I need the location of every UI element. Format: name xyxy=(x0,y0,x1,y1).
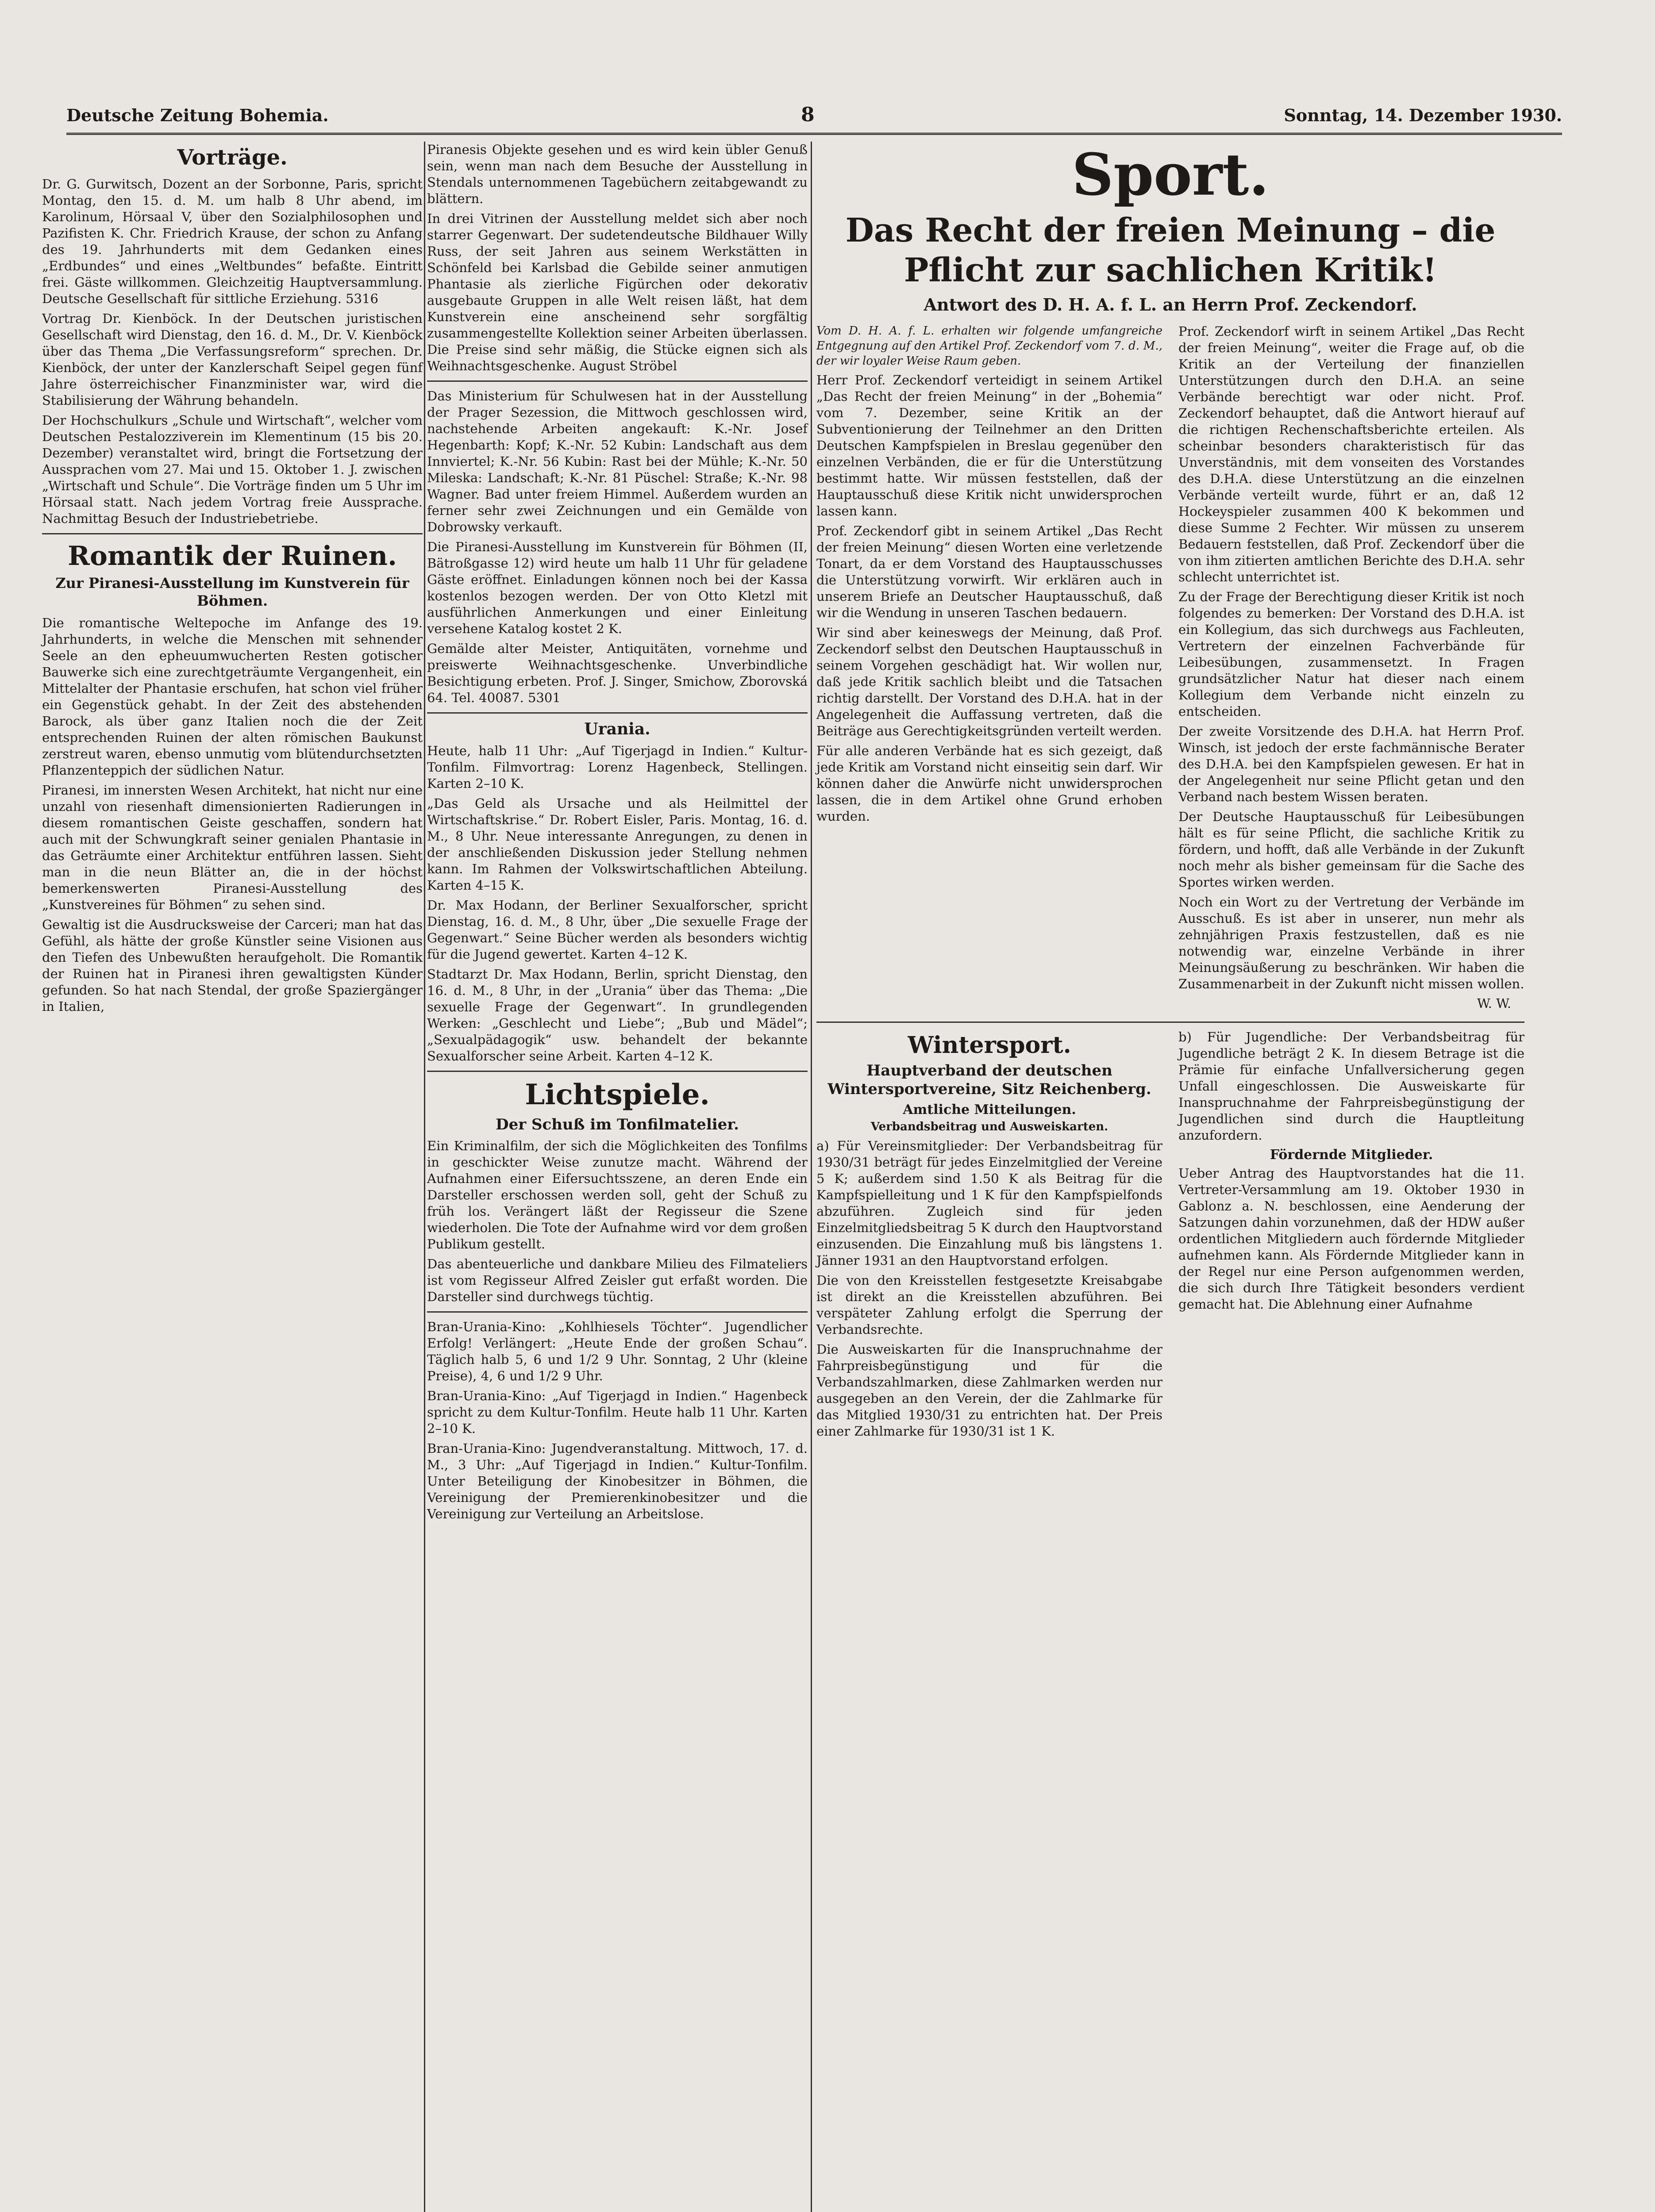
article-kienboeck: Vortrag Dr. Kienböck. In der Deutschen juristischen Gesellschaft wird Dienstag, den 16. d. M., Dr. V. Kienböck über das Thema „Die Verfassungsreform“ sprechen. Dr. Kienböck, der unter der Kanzlerschaft Seipel gegen fünf Jahre österreichischer Finanzminister war, wird die Stabilisierung der Währung behandeln. xyxy=(42,311,423,408)
urania-item-4: Stadtarzt Dr. Max Hodann, Berlin, spricht Dienstag, den 16. d. M., 8 Uhr, in der „Urania“ über das Thema: „Die sexuelle Frage der Gegenwart“. In grundlegenden Werken: „Geschlecht und Liebe“; „Bub und Mädel“; „Sexualpädagogik“ usw. behandelt der bekannte Sexualforscher seine Arbeit. Karten 4–12 K. xyxy=(427,967,808,1064)
reply-paragraph-4: Für alle anderen Verbände hat es sich gezeigt, daß jede Kritik am Vorstand nicht einseitig sein darf. Wir können daher die Anwürfe nicht unwidersprochen lassen, die in dem Artikel ohne Grund erhoben wurden. xyxy=(816,743,1162,824)
page-header xyxy=(66,102,1562,135)
kino-listing-3: Bran-Urania-Kino: Jugendveranstaltung. Mittwoch, 17. d. M., 3 Uhr: „Auf Tigerjagd in Indien.“ Kultur-Tonfilm. Unter Beteiligung der Kinobesitzer in Böhmen, die Vereinigung der Premierenkinobesitzer und die Vereinigung zur Verteilung an Arbeitslose. xyxy=(427,1441,808,1521)
romantik-paragraph-2: Piranesi, im innersten Wesen Architekt, hat nicht nur eine unzahl von riesenhaft dimensionierten Radierungen in diesem romantischen Geiste geschaffen, sondern hat auch mit der Schwungkraft seiner genialen Phantasie in das Geträumte einer Architektur entführen lassen. Sieht man in die neun Blätter an, die in der höchst bemerkenswerten Piranesi-Ausstellung des „Kunstvereines für Böhmen“ zu sehen sind. xyxy=(42,783,423,912)
urania-item-1: Heute, halb 11 Uhr: „Auf Tigerjagd in Indien.“ Kultur-Tonfilm. Filmvortrag: Lorenz Hagenbeck, Stellingen. Karten 2–10 K. xyxy=(427,743,808,791)
reply-paragraph-8: Der Deutsche Hauptausschuß für Leibesübungen hält es für seine Pflicht, die sachliche Kritik zu fördern, und hofft, daß alle Verbände in der Zukunft noch mehr als bisher gemeinsam für die Sache des Sportes wirken werden. xyxy=(1178,809,1524,890)
section-title-lichtspiele: Lichtspiele. xyxy=(525,1078,710,1111)
romantik-paragraph-3: Gewaltig ist die Ausdrucksweise der Carceri; man hat das Gefühl, als hätte der große Künstler seine Visionen aus den Tiefen des Unbewußten heraufgeholt. Die Romantik der Ruinen hat in Piranesi ihren gewaltigsten Künder gefunden. So hat nach Stendal, der große Spaziergänger in Italien, xyxy=(42,917,423,1014)
divider xyxy=(816,1022,1524,1023)
divider xyxy=(427,1311,808,1313)
reply-paragraph-9: Noch ein Wort zu der Vertretung der Verbände im Ausschuß. Es ist aber in unserer, nun mehr als zehnjährigen Praxis festzustellen, daß es nie notwendig war, einzelne Verbände in ihrer Meinungsäußerung zu beschränken. Wir haben die Zusammenarbeit in der Zukunft nicht missen wollen. xyxy=(1178,895,1524,991)
reply-paragraph-1: Herr Prof. Zeckendorf verteidigt in seinem Artikel „Das Recht der freien Meinung“ in der „Bohemia“ vom 7. Dezember, seine Kritik an der Subventionierung der Teilnehmer an den Dritten Deutschen Kampfspielen in Breslau gegenüber den einzelnen Verbänden, die er für die Unterstützung bestimmt hatte. Wir müssen feststellen, daß der Hauptausschuß diese Kritik nicht unwidersprochen lassen kann. xyxy=(816,373,1162,518)
masthead-name: Deutsche Zeitung Bohemia. xyxy=(66,105,329,125)
reply-paragraph-2: Prof. Zeckendorf gibt in seinem Artikel „Das Recht der freien Meinung“ diesen Worten eine verletzende Tonart, da er dem Vorstand des Hauptausschusses die Unterstützung vorwirft. Wir erklären auch in unserem Briefe an Deutscher Hauptausschuß, daß wir die Wendung in unseren Taschen bedauern. xyxy=(816,523,1162,620)
subhead-schuss: Der Schuß im Tonfilmatelier. xyxy=(496,1116,739,1133)
wintersport-paragraph-1: a) Für Vereinsmitglieder: Der Verbandsbeitrag für 1930/31 beträgt für jedes Einzelmitglied der Vereine 5 K; außerdem sind 1.50 K als Beitrag für die Kampfspielleitung und 1 K für den Kampfspielfonds abzuführen. Zugleich sind für jeden Einzelmitgliedsbeitrag 5 K durch den Hauptvorstand einzusenden. Die Einzahlung muß bis längstens 1. Jänner 1931 an den Hauptvorstand erfolgen. xyxy=(816,1138,1162,1268)
article-hochschulkurs: Der Hochschulkurs „Schule und Wirtschaft“, welcher vom Deutschen Pestalozziverein im Klementinum (15 bis 20. Dezember) veranstaltet wird, bringt die Fortsetzung der Aussprachen vom 27. Mai und 15. Oktober 1. J. zwischen „Wirtschaft und Schule“. Die Vorträge finden um 5 Uhr im Hörsaal statt. Nach jedem Vortrag freie Aussprache. Nachmittag Besuch der Industriebetriebe. xyxy=(42,413,423,526)
urania-item-3: Dr. Max Hodann, der Berliner Sexualforscher, spricht Dienstag, 16. d. M., 8 Uhr, über „Die sexuelle Frage der Gegenwart.“ Seine Bücher werden als besonders wichtig für die Jugend gewertet. Karten 4–12 K. xyxy=(427,898,808,962)
gemaelde-ad: Gemälde alter Meister, Antiquitäten, vornehme und preiswerte Weihnachtsgeschenke. Unverbindliche Besichtigung erbeten. Prof. J. Singer, Smichow, Zborovská 64. Tel. 40087. 5301 xyxy=(427,641,808,705)
editorial-note: Vom D. H. A. f. L. erhalten wir folgende umfangreiche Entgegnung auf den Artikel Prof. Zeckendorf vom 7. d. M., der wir loyaler Weise Raum geben. xyxy=(816,324,1162,368)
issue-date: Sonntag, 14. Dezember 1930. xyxy=(1284,105,1562,125)
sport-column-right xyxy=(1178,323,1524,1011)
wintersport-column-right xyxy=(1178,1029,1524,1443)
divider xyxy=(42,533,423,534)
wintersport-paragraph-2: Die von den Kreisstellen festgesetzte Kreisabgabe ist direkt an die Kreisstellen abzuführen. Bei verspäteter Zahlung erfolgt die Sperrung der Verbandsrechte. xyxy=(816,1273,1162,1337)
romantik-paragraph-1: Die romantische Weltepoche im Anfange des 19. Jahrhunderts, in welche die Menschen mit sehnender Seele an den epheuumwucherten Resten gotischer Bauwerke sich eine zurechtgeträumte Vergangenheit, ein Mittelalter der Phantasie erschufen, hat schon viel früher ein Gegenstück gehabt. In der Zeit des abstehenden Barock, als über ganz Italien noch die der Zeit entsprechenden Ruinen der alten römischen Baukunst zerstreut waren, ebenso unmutig vom blütendurchsetzten Pflanzenteppich der südlichen Natur. xyxy=(42,615,423,778)
column-rule-2 xyxy=(811,142,812,2212)
column-rule-1 xyxy=(424,142,425,2212)
section-title-sport: Sport. xyxy=(1072,141,1269,208)
wintersport-subhead: Hauptverband der deutschen Wintersportvereine, Sitz Reichenberg. xyxy=(828,1062,1151,1098)
urania-item-2: „Das Geld als Ursache und als Heilmittel der Wirtschaftskrise.“ Dr. Robert Eisler, Paris. Montag, 16. d. M., 8 Uhr. Neue interessante Anregungen, zu denen in der anschließenden Diskussion jeder Stellung nehmen kann. Im Rahmen der Volkswirtschaftlichen Abteilung. Karten 4–15 K. xyxy=(427,796,808,893)
film-review-1: Ein Kriminalfilm, der sich die Möglichkeiten des Tonfilms in geschickter Weise zunutze macht. Während der Aufnahmen einer Eifersuchtsszene, an deren Ende ein Darsteller erschossen werden soll, geht der Schuß zu früh los. Verängert läßt der Regisseur die Szene wiederholen. Die Tote der Aufnahme wird vor dem großen Publikum gestellt. xyxy=(427,1138,808,1252)
section-title-vortraege: Vorträge. xyxy=(177,145,288,170)
page-number: 8 xyxy=(801,104,815,126)
sport-section xyxy=(816,142,1524,1443)
article-gurwitsch: Dr. G. Gurwitsch, Dozent an der Sorbonne, Paris, spricht Montag, den 15. d. M. um halb 8 Uhr abend, im Karolinum, Hörsaal V, über den Sozialphilosophen und Pazifisten K. Chr. Friedrich Krause, der schon zu Anfang des 19. Jahrhunderts mit dem Gedanken eines „Erdbundes“ und eines „Weltbundes“ befaßte. Eintritt frei. Gäste willkommen. Gleichzeitig Hauptversammlung. Deutsche Gesellschaft für sittliche Erziehung. 5316 xyxy=(42,177,423,306)
ministerium-notice: Das Ministerium für Schulwesen hat in der Ausstellung der Prager Sezession, die Mittwoch geschlossen wird, nachstehende Arbeiten angekauft: K.-Nr. Josef Hegenbarth: Kopf; K.-Nr. 52 Kubin: Landschaft aus dem Innviertel; K.-Nr. 56 Kubin: Rast bei der Mühle; K.-Nr. 50 Mileska: Landschaft; K.-Nr. 81 Püschel: Straße; K.-Nr. 98 Wagner. Bad unter freiem Himmel. Außerdem wurden an ferner sehr zwei Zeichnungen und ein Gemälde von Dobrowsky verkauft. xyxy=(427,388,808,534)
piranesi-exhibition-notice: Die Piranesi-Ausstellung im Kunstverein für Böhmen (II, Bätroßgasse 12) wird heute um halb 11 Uhr für geladene Gäste eröffnet. Einladungen können noch bei der Kassa kostenlos bezogen werden. Der von Otto Kletzl mit ausführlichen Anmerkungen und einer Einleitung versehene Katalog kostet 2 K. xyxy=(427,539,808,636)
divider xyxy=(427,1071,808,1072)
wintersport-columns xyxy=(816,1029,1524,1443)
kino-listing-1: Bran-Urania-Kino: „Kohlhiesels Töchter“. Jugendlicher Erfolg! Verlängert: „Heute Ende der großen Schau“. Täglich halb 5, 6 und 1/2 9 Uhr. Sonntag, 2 Uhr (kleine Preise), 4, 6 und 1/2 9 Uhr. xyxy=(427,1319,808,1383)
wintersport-paragraph-4: b) Für Jugendliche: Der Verbandsbeitrag für Jugendliche beträgt 2 K. In diesem Betrage ist die Prämie für einfache Unfallversicherung gegen Unfall eingeschlossen. Die Ausweiskarte für Inanspruchnahme der Fahrpreisbegünstigung der Jugendlichen sind durch die Hauptleitung anzufordern. xyxy=(1178,1029,1524,1143)
wintersport-paragraph-5: Ueber Antrag des Hauptvorstandes hat die 11. Vertreter-Versammlung am 19. Oktober 1930 in Gablonz a. N. beschlossen, eine Aenderung der Satzungen dahin vorzunehmen, daß der HDW außer ordentlichen Mitgliedern auch fördernde Mitglieder aufnehmen kann. Als Fördernde Mitglieder kann in der Regel nur eine Person aufgenommen werden, die sich durch Ihre Tätigkeit besonders verdient gemacht hat. Die Ablehnung einer Aufnahme xyxy=(1178,1166,1524,1312)
reply-paragraph-3: Wir sind aber keineswegs der Meinung, daß Prof. Zeckendorf selbst den Deutschen Hauptausschuß in seinem Vorgehen geschädigt hat. Wir wollen nur, daß jede Kritik sachlich bleibt und die Tatsachen richtig darstellt. Der Vorstand des D.H.A. hat in der Angelegenheit die Auffassung vertreten, daß die Beiträge aus Gerechtigkeitsgründen verteilt werden. xyxy=(816,625,1162,738)
amtliche-mitteilungen: Amtliche Mitteilungen. xyxy=(903,1102,1076,1118)
sport-columns xyxy=(816,323,1524,1011)
author-signature: W. W. xyxy=(1477,996,1511,1011)
divider xyxy=(427,380,808,382)
column-1 xyxy=(42,142,423,1018)
headline-romantik: Romantik der Ruinen. xyxy=(67,541,397,572)
reply-paragraph-5: Prof. Zeckendorf wirft in seinem Artikel „Das Recht der freien Meinung“, weiter die Frage auf, ob die Kritik an der Verteilung der finanziellen Unterstützungen durch den D.H.A. an seine Verbände berechtigt war oder nicht. Prof. Zeckendorf behauptet, daß die Antwort hierauf auf die richtigen Rechenschaftsberichte erteilen. Als scheinbar besonders charakteristisch für das Unverständnis, mit dem vonseiten des Vorstandes des D.H.A. diese Unterstützung an die einzelnen Verbände verteilt wurde, führt er an, daß 12 Hockeyspieler zusammen 400 K bekommen und diese Summe 2 Fechter. Wir müssen zu unserem Bedauern feststellen, daß Prof. Zeckendorf über die von ihm zitierten amtlichen Berichte des D.H.A. sehr schlecht unterrichtet ist. xyxy=(1178,324,1524,584)
column-2 xyxy=(427,142,808,1526)
reply-paragraph-6: Zu der Frage der Berechtigung dieser Kritik ist noch folgendes zu bemerken: Der Vorstand des D.H.A. ist ein Kollegium, das sich durchwegs aus Fachleuten, Vertretern der einzelnen Fachverbände für Leibesübungen, zusammensetzt. In Fragen grundsätzlicher Natur hat dieser nach einem Kollegium dem Verbande nicht einzeln zu entscheiden. xyxy=(1178,589,1524,719)
film-review-2: Das abenteuerliche und dankbare Milieu des Filmateliers ist vom Regisseur Alfred Zeisler gut erfaßt worden. Die Darsteller sind durchwegs tüchtig. xyxy=(427,1256,808,1304)
reply-paragraph-7: Der zweite Vorsitzende des D.H.A. hat Herrn Prof. Winsch, ist jedoch der erste fachmännische Berater des D.H.A. bei den Kampfspielen gewesen. Er hat in der Angelegenheit nur seine Pflicht getan und den Verband nach bestem Wissen beraten. xyxy=(1178,724,1524,804)
sport-subheadline: Antwort des D. H. A. f. L. an Herrn Prof. Zeckendorf. xyxy=(924,295,1417,315)
russ-paragraph: In drei Vitrinen der Ausstellung meldet sich aber noch starrer Gegenwart. Der sudetendeutsche Bildhauer Willy Russ, der seit Jahren aus seinem Werkstätten in Schönfeld bei Karlsbad die Gebilde seiner anmutigen Phantasie als zierliche Figürchen oder dekorativ ausgebaute Gruppen in alle Welt reisen läßt, hat dem Kunstverein eine anscheinend sehr sorgfältig zusammengestellte Kollektion seiner Arbeiten überlassen. Die Preise sind sehr mäßig, die Stücke eignen sich als Weihnachtsgeschenke. August Ströbel xyxy=(427,211,808,373)
wintersport-paragraph-3: Die Ausweiskarten für die Inanspruchnahme der Fahrpreisbegünstigung und für die Verbandszahlmarken, diese Zahlmarken werden nur ausgegeben an den Verein, der die Zahlmarke für das Mitglied 1930/31 zu entrichten hat. Der Preis einer Zahlmarke für 1930/31 ist 1 K. xyxy=(816,1342,1162,1439)
kino-listing-2: Bran-Urania-Kino: „Auf Tigerjagd in Indien.“ Hagenbeck spricht zu dem Kultur-Tonfilm. Heute halb 11 Uhr. Karten 2–10 K. xyxy=(427,1388,808,1436)
divider xyxy=(427,712,808,714)
sport-headline: Das Recht der freien Meinung – die Pflicht zur sachlichen Kritik! xyxy=(845,211,1496,289)
section-title-wintersport: Wintersport. xyxy=(908,1032,1071,1059)
wintersport-column-left xyxy=(816,1029,1162,1443)
piranesi-continued: Piranesis Objekte gesehen und es wird kein übler Genuß sein, wenn man nach dem Besuche der Ausstellung in Stendals unternommenen Tagebüchern zeitabgewandt zu blättern. xyxy=(427,142,808,206)
verbandsbeitrag-heading: Verbandsbeitrag und Ausweiskarten. xyxy=(870,1120,1108,1133)
sport-column-left xyxy=(816,323,1162,1011)
section-title-urania: Urania. xyxy=(584,720,650,738)
foerdernde-mitglieder-heading: Fördernde Mitglieder. xyxy=(1270,1147,1433,1163)
subhead-piranesi: Zur Piranesi-Ausstellung im Kunstverein für Böhmen. xyxy=(55,575,409,609)
